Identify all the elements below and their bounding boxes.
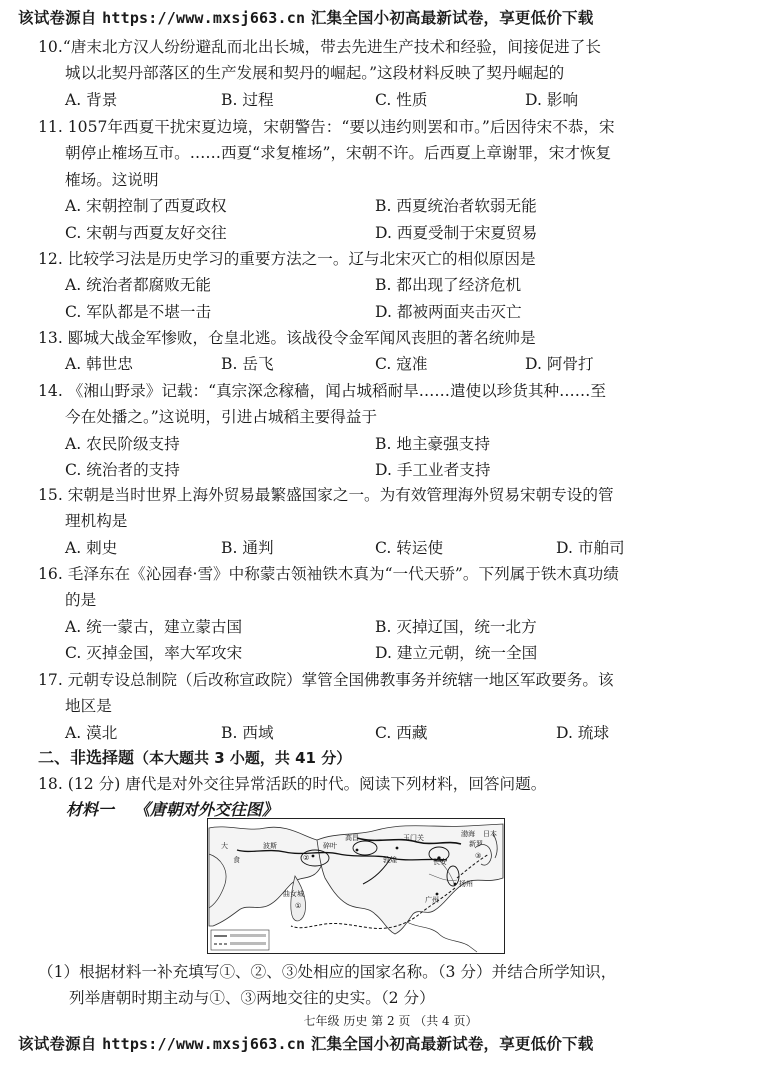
option-b[interactable]: B. 地主豪强支持 (375, 434, 490, 453)
question-text-line: 17. 元朝专设总制院（后改称宣政院）掌管全国佛教事务并统辖一地区军政要务。该 (38, 671, 614, 689)
option-a[interactable]: A. 农民阶级支持 (65, 434, 180, 453)
question-10 (38, 34, 766, 113)
map-label: 食 (233, 856, 240, 864)
option-c[interactable]: C. 转运使 (375, 538, 444, 557)
option-a[interactable]: A. 韩世忠 (65, 355, 133, 374)
section-title: 二、非选择题 (38, 748, 135, 767)
option-b[interactable]: B. 灭掉辽国，统一北方 (375, 617, 537, 636)
question-text-line: 16. 毛泽东在《沁园春·雪》中称蒙古领袖铁木真为“一代天骄”。下列属于铁木真功绩 (38, 565, 619, 583)
option-b[interactable]: B. 通判 (221, 538, 274, 557)
banner-prefix: 该试卷源自 (18, 8, 97, 27)
map-label: 长安 (433, 858, 447, 866)
option-row (38, 220, 766, 246)
question-text-line: 15. 宋朝是当时世界上海外贸易最繁盛国家之一。为有效管理海外贸易宋朝专设的管 (38, 486, 614, 504)
option-a[interactable]: A. 宋朝控制了西夏政权 (65, 197, 227, 216)
question-text-line: 18. (12 分) 唐代是对外交往异常活跃的时代。阅读下列材料，回答问题。 (38, 775, 547, 793)
question-12 (38, 246, 766, 325)
option-row (38, 351, 766, 377)
option-a[interactable]: A. 统一蒙古，建立蒙古国 (65, 617, 243, 636)
option-row (38, 299, 766, 325)
map-label: ① (295, 902, 302, 910)
banner-suffix: 汇集全国小初高最新试卷，享更低价下载 (310, 8, 594, 27)
section-heading (38, 745, 351, 768)
bottom-banner (18, 1032, 593, 1054)
map-label: 碎叶 (323, 842, 337, 850)
option-d[interactable]: D. 阿骨打 (525, 355, 594, 374)
map-label: ③ (475, 852, 482, 860)
question-text-line: 理机构是 (65, 512, 128, 531)
banner-url-link[interactable]: https://www.mxsj663.cn (102, 9, 306, 27)
option-row (38, 457, 766, 483)
map-label: 大 (221, 842, 228, 850)
option-b[interactable]: B. 西域 (221, 723, 274, 742)
map-label: 高昌 (345, 834, 359, 842)
option-a[interactable]: A. 刺史 (65, 538, 118, 557)
map-label: 玉门关 (403, 834, 424, 842)
map-image (207, 818, 505, 954)
option-row (38, 193, 766, 219)
option-a[interactable]: A. 漠北 (65, 723, 118, 742)
option-a[interactable]: A. 统治者都腐败无能 (65, 276, 211, 295)
option-b[interactable]: B. 岳飞 (221, 355, 274, 374)
material-label: 材料一 (66, 800, 115, 819)
map-label: ② (303, 854, 310, 862)
question-text-line: 地区是 (65, 697, 112, 716)
option-row (38, 431, 766, 457)
option-d[interactable]: D. 手工业者支持 (375, 461, 491, 480)
question-text-line: 城以北契丹部落区的生产发展和契丹的崛起。”这段材料反映了契丹崛起的 (65, 64, 565, 83)
banner-url-link[interactable]: https://www.mxsj663.cn (102, 1035, 306, 1053)
map-label: 曲女城 (283, 890, 304, 898)
option-b[interactable]: B. 过程 (221, 90, 274, 109)
question-16 (38, 561, 766, 667)
question-text-line: 朝停止榷场互市。……西夏“求复榷场”，宋朝不许。后西夏上章谢罪，宋才恢复 (65, 144, 612, 163)
material-title: 《唐朝对外交往图》 (134, 800, 279, 819)
question-18 (38, 771, 766, 797)
map-label: 新罗 (469, 840, 483, 848)
banner-prefix: 该试卷源自 (18, 1034, 97, 1053)
question-text-line: 的是 (65, 591, 97, 610)
option-row (38, 614, 766, 640)
option-b[interactable]: B. 西夏统治者软弱无能 (375, 197, 537, 216)
option-c[interactable]: C. 性质 (375, 90, 428, 109)
option-row (38, 272, 766, 298)
question-text-line: 列举唐朝时期主动与①、③两地交往的史实。（2 分） (69, 989, 435, 1008)
question-text-line: 今在处播之。”这说明，引进占城稻主要得益于 (65, 408, 378, 427)
option-b[interactable]: B. 都出现了经济危机 (375, 276, 522, 295)
question-text-line: 12. 比较学习法是历史学习的重要方法之一。辽与北宋灭亡的相似原因是 (38, 250, 536, 268)
option-c[interactable]: C. 寇准 (375, 355, 428, 374)
question-text-line: 榷场。这说明 (65, 170, 159, 189)
question-17 (38, 667, 766, 746)
option-d[interactable]: D. 都被两面夹击灭亡 (375, 302, 522, 321)
map-label: 广州 (425, 896, 439, 904)
option-a[interactable]: A. 背景 (65, 90, 118, 109)
option-row (38, 640, 766, 666)
map-label: 日本 (483, 830, 497, 838)
question-15 (38, 482, 766, 561)
question-text-line: 13. 郾城大战金军惨败，仓皇北逃。该战役令金军闻风丧胆的著名统帅是 (38, 329, 536, 347)
question-11 (38, 114, 766, 246)
material-heading (66, 797, 278, 820)
tang-foreign-relations-map (207, 818, 505, 954)
option-c[interactable]: C. 西藏 (375, 723, 428, 742)
option-row (38, 720, 766, 746)
option-row (38, 87, 766, 113)
question-text-line: 14. 《湘山野录》记载：“真宗深念稼穑，闻占城稻耐旱……遣使以珍货其种……至 (38, 382, 606, 400)
question-text-line: 10.“唐末北方汉人纷纷避乱而北出长城，带去先进生产技术和经验，间接促进了长 (38, 38, 601, 56)
map-label: 敦煌 (383, 856, 397, 864)
page-footer: 七年级 历史 第 2 页 （共 4 页） (303, 1014, 478, 1028)
question-18-part-1 (38, 959, 768, 1012)
question-text-line: 11. 1057年西夏干扰宋夏边境，宋朝警告：“要以违约则罢和市。”后因待宋不恭，宋 (38, 118, 615, 136)
top-banner (18, 6, 593, 28)
option-d[interactable]: D. 建立元朝，统一全国 (375, 644, 538, 663)
option-c[interactable]: C. 统治者的支持 (65, 461, 180, 480)
option-d[interactable]: D. 西夏受制于宋夏贸易 (375, 223, 538, 242)
option-c[interactable]: C. 军队都是不堪一击 (65, 302, 212, 321)
option-c[interactable]: C. 灭掉金国，率大军攻宋 (65, 644, 243, 663)
option-d[interactable]: D. 琉球 (556, 723, 610, 742)
option-row (38, 535, 766, 561)
map-label: 渤海 (461, 830, 475, 838)
map-label: 波斯 (263, 842, 277, 850)
section-note: （本大题共 3 小题，共 41 分） (134, 749, 352, 767)
option-d[interactable]: D. 市舶司 (556, 538, 625, 557)
option-c[interactable]: C. 宋朝与西夏友好交往 (65, 223, 227, 242)
question-text-line: （1）根据材料一补充填写①、②、③处相应的国家名称。（3 分）并结合所学知识， (38, 963, 617, 981)
option-d[interactable]: D. 影响 (525, 90, 579, 109)
banner-suffix: 汇集全国小初高最新试卷，享更低价下载 (310, 1034, 594, 1053)
question-14 (38, 378, 766, 484)
map-label: 扬州 (459, 880, 473, 888)
question-13 (38, 325, 766, 378)
